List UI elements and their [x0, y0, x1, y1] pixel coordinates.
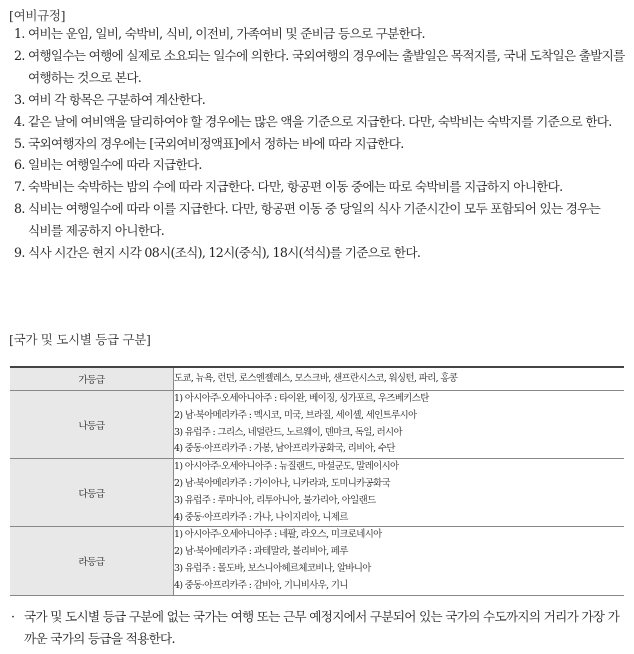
country-line: 1) 아시아주·오세아니아주 : 뉴질랜드, 마셜군도, 말레이시아 — [174, 461, 399, 473]
rule-text: 여행일수는 여행에 실제로 소요되는 일수에 의한다. 국외여행의 경우에는 출발일은 목적지를, 국내 도착일은 출발지를 여행하는 것으로 본다. — [28, 47, 625, 85]
country-line: 1) 아시아주·오세아니아주 : 네팔, 라오스, 미크로네시아 — [174, 529, 382, 541]
rule-text: 여비 각 항목은 구분하여 계산한다. — [28, 91, 206, 107]
rule-item — [14, 133, 632, 155]
rule-number: 2. — [14, 47, 25, 63]
countries-cell — [174, 527, 625, 595]
rule-item — [14, 242, 632, 264]
rule-number: 6. — [14, 157, 25, 173]
country-line: 3) 유럽주 : 몰도바, 보스니아헤르체코비나, 알바니아 — [174, 562, 371, 574]
grade-cell: 라등급 — [10, 527, 174, 595]
country-line: 3) 유럽주 : 그리스, 네덜란드, 노르웨이, 덴마크, 독일, 러시아 — [174, 426, 402, 438]
country-line: 1) 아시아주·오세아니아주 : 타이완, 베이징, 싱가포르, 우즈베키스탄 — [174, 393, 429, 404]
rule-item — [14, 45, 632, 89]
rule-item — [14, 176, 632, 198]
rule-text: 식사 시간은 현지 시각 08시(조식), 12시(중식), 18시(석식)를 기준으로 한다. — [28, 245, 421, 261]
rule-text: 숙박비는 숙박하는 밤의 수에 따라 지급한다. 다만, 항공편 이동 중에는 따로 숙박비를 지급하지 아니한다. — [28, 179, 563, 195]
travel-rules-list — [14, 23, 632, 264]
rule-number: 9. — [14, 245, 25, 261]
rule-number: 3. — [14, 91, 25, 107]
table-row — [10, 367, 624, 391]
rule-text: 일비는 여행일수에 따라 지급한다. — [28, 157, 202, 173]
section-title-grade-classification: [국가 및 도시별 등급 구분] — [9, 332, 151, 347]
country-line: 3) 유럽주 : 루마니아, 리투아니아, 불가리아, 아일랜드 — [174, 494, 376, 506]
country-line: 2) 남·북아메리카주 : 멕시코, 미국, 브라질, 세이셸, 세인트루시아 — [174, 409, 417, 421]
table-row — [10, 459, 624, 527]
rule-number: 4. — [14, 113, 25, 129]
footnote — [10, 606, 630, 650]
rule-number: 7. — [14, 179, 25, 195]
countries-cell — [174, 367, 625, 391]
country-line: 2) 남·북아메리카주 : 가이아나, 니카라과, 도미니카공화국 — [174, 477, 391, 489]
rule-text: 식비는 여행일수에 따라 이를 지급한다. 다만, 항공편 이동 중 당일의 식사 기준시간이 모두 포함되어 있는 경우는 식비를 제공하지 아니한다. — [28, 201, 601, 239]
rule-number: 1. — [14, 26, 25, 41]
table-row — [10, 527, 624, 595]
table-row — [10, 391, 624, 459]
rule-number: 5. — [14, 135, 25, 151]
grade-cell: 다등급 — [10, 459, 174, 527]
rule-text: 같은 날에 여비액을 달리하여야 할 경우에는 많은 액을 기준으로 지급한다. 다만, 숙박비는 숙박지를 기준으로 한다. — [28, 113, 612, 129]
rule-item — [14, 23, 632, 45]
country-line: 4) 중동·아프리카주 : 감비아, 기니비사우, 기니 — [174, 579, 348, 591]
country-line: 4) 중동·아프리카주 : 가나, 나이지리아, 니제르 — [174, 511, 348, 523]
countries-cell — [174, 391, 625, 459]
rule-text: 국외여행자의 경우에는 [국외여비정액표]에서 정하는 바에 따라 지급한다. — [28, 135, 404, 151]
countries-cell — [174, 459, 625, 527]
footnote-text: 국가 및 도시별 등급 구분에 없는 국가는 여행 또는 근무 예정지에서 구분되어 있는 국가의 수도까지의 거리가 가장 가까운 국가의 등급을 적용한다. — [24, 609, 620, 646]
country-line: 2) 남·북아메리카주 : 과테말라, 볼리비아, 페루 — [174, 546, 348, 558]
rule-number: 8. — [14, 201, 25, 217]
country-line: 4) 중동·아프리카주 : 가봉, 남아프리카공화국, 리비아, 수단 — [174, 443, 395, 455]
country-line: 도쿄, 뉴욕, 런던, 로스엔젤레스, 모스크바, 샌프란시스코, 워싱턴, 파리, 홍콩 — [174, 372, 458, 384]
rule-text: 여비는 운임, 일비, 숙박비, 식비, 이전비, 가족여비 및 준비금 등으로 구분한다. — [28, 26, 425, 41]
rule-item — [14, 154, 632, 176]
grade-cell: 가등급 — [10, 367, 174, 391]
rule-item — [14, 111, 632, 133]
grade-table — [10, 366, 624, 596]
grade-cell: 나등급 — [10, 391, 174, 459]
rule-item — [14, 198, 632, 242]
footnote-bullet: · — [11, 609, 15, 624]
rule-item — [14, 89, 632, 111]
section-title-travel-rules: [여비규정] — [9, 8, 66, 23]
